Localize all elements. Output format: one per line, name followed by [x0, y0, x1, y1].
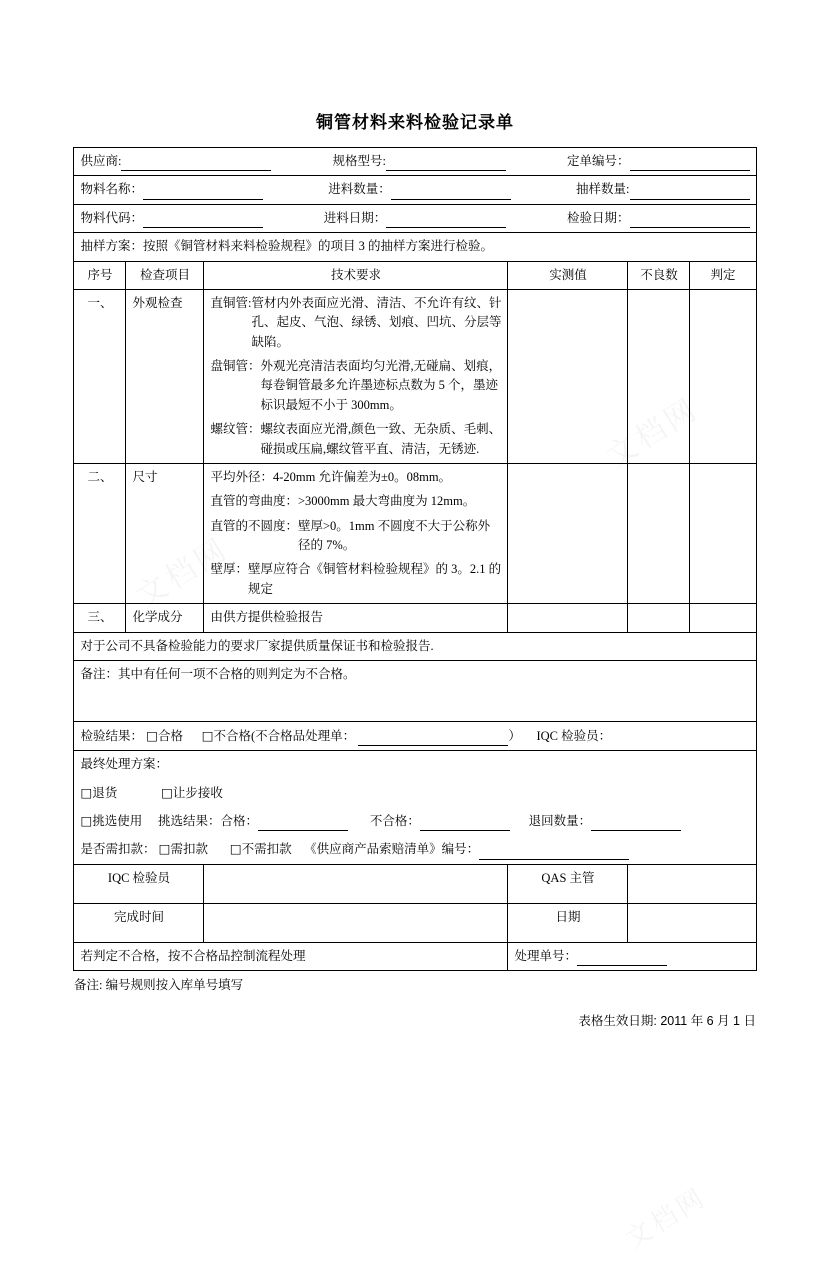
supplier-note-row: [74, 632, 756, 660]
checkbox-concession[interactable]: □: [161, 784, 173, 800]
row-item: 外观检查: [126, 289, 204, 463]
spec-label: 直管的不圆度：: [210, 518, 298, 533]
spec-text: 管材内外表面应光滑、清洁、不允许有纹、针孔、起皮、气泡、绿锈、划痕、凹坑、分层等缺陷。: [251, 295, 502, 349]
sign-label-completion-time: 完成时间: [74, 903, 204, 942]
col-header-defects: 不良数: [628, 261, 690, 289]
row-defects[interactable]: [628, 289, 690, 463]
spec-label: 盘铜管：: [210, 359, 261, 373]
spec-label: 直管的弯曲度：: [210, 494, 298, 509]
checkbox-fail-label: 不合格(不合格品处理单：: [213, 728, 356, 743]
spec-text: 外观光亮清洁表面均匀光滑,无碰扁、划痕，每卷铜管最多允许墨迹标点数为 5 个，墨迹标识最短不小于 300mm。: [260, 359, 502, 412]
supplier-input[interactable]: [121, 158, 271, 171]
return-qty-label: 退回数量：: [528, 814, 592, 828]
row-judgement[interactable]: [690, 289, 756, 463]
material-name-label: 物料名称：: [80, 182, 143, 197]
spec-label: 直铜管:: [210, 295, 252, 310]
nonconforming-doc-input[interactable]: [358, 733, 508, 746]
checkbox-return[interactable]: □: [80, 784, 93, 800]
col-header-measured: 实测值: [508, 261, 628, 289]
checkbox-return-label: 退货: [92, 785, 118, 800]
checkbox-select-use-label: 挑选使用: [92, 814, 143, 828]
sampling-plan-row: [74, 233, 756, 261]
model-input[interactable]: [386, 158, 506, 171]
watermark: [617, 1177, 713, 1256]
spec-text: 壁厚应符合《铜管材料检验规程》的 3。2.1 的规定: [248, 562, 502, 596]
spec-text: ：4-20mm 允许偏差为±0。08mm。: [260, 469, 452, 484]
remark-row: [74, 660, 756, 721]
row-item: 化学成分: [126, 604, 204, 632]
row-measured[interactable]: [508, 289, 628, 463]
row-judgement[interactable]: [690, 463, 756, 603]
inspection-record-table: [73, 147, 756, 971]
col-header-spec: 技术要求: [204, 261, 508, 289]
supplier-label: 供应商:: [80, 154, 122, 168]
table-header-row: [74, 261, 756, 289]
incoming-date-input[interactable]: [386, 215, 506, 228]
material-code-label: 物料代码：: [80, 210, 143, 225]
sign-label-date: 日期: [508, 903, 628, 942]
row-defects[interactable]: [628, 463, 690, 603]
sign-value-completion-time[interactable]: [204, 903, 508, 942]
checkbox-pass[interactable]: □: [146, 727, 158, 743]
row-defects[interactable]: [628, 604, 690, 632]
supplier-note-text: 对于公司不具备检验能力的要求厂家提供质量保证书和检验报告.: [74, 632, 756, 660]
deduct-question-label: 是否需扣款：: [80, 842, 156, 857]
col-header-judgement: 判定: [690, 261, 756, 289]
inspection-result-row: [74, 721, 756, 750]
checkbox-concession-label: 让步接收: [172, 785, 223, 800]
model-label: 规格型号:: [332, 154, 386, 168]
return-qty-input[interactable]: [591, 818, 681, 831]
select-fail-qty-input[interactable]: [420, 818, 510, 831]
order-no-label: 定单编号：: [566, 154, 630, 168]
sampling-plan-text: 抽样方案：按照《铜管材料来料检验规程》的项目 3 的抽样方案进行检验。: [74, 233, 756, 261]
table-row: [74, 289, 756, 463]
select-fail-label: 不合格：: [369, 814, 420, 828]
spec-label: 壁厚：: [210, 562, 248, 577]
header-fields-row-1: [74, 148, 756, 176]
spec-text: 螺纹表面应光滑,颜色一致、无杂质、毛刺、碰损或压扁,螺纹管平直、清洁，无锈迹.: [260, 422, 502, 456]
incoming-qty-label: 进料数量：: [328, 182, 391, 197]
sign-value-iqc-inspector[interactable]: [204, 864, 508, 903]
iqc-inspector-label: IQC 检验员：: [536, 728, 612, 743]
checkbox-no-deduct[interactable]: □: [229, 841, 242, 857]
material-name-input[interactable]: [143, 187, 263, 200]
inspection-result-label: 检验结果：: [80, 728, 143, 743]
row-no: 三、: [74, 604, 126, 632]
effective-date: 表格生效日期: 2011 年 6 月 1 日: [578, 1014, 756, 1029]
footnote: 备注: 编号规则按入库单号填写: [74, 978, 244, 993]
checkbox-fail[interactable]: □: [201, 727, 214, 743]
process-doc-no-input[interactable]: [577, 953, 667, 966]
paren-close: ）: [508, 728, 521, 743]
incoming-date-label: 进料日期：: [323, 210, 387, 225]
signature-row: [74, 903, 756, 942]
row-spec: [204, 463, 508, 603]
remark-text: 备注：其中有任何一项不合格的则判定为不合格。: [74, 660, 756, 721]
row-spec: 由供方提供检验报告: [204, 604, 508, 632]
col-header-no: 序号: [74, 261, 126, 289]
row-spec: [204, 289, 508, 463]
checkbox-select-use[interactable]: □: [80, 813, 93, 828]
select-result-label: 挑选结果：合格：: [157, 814, 258, 828]
sign-label-iqc-inspector: IQC 检验员: [74, 864, 204, 903]
select-pass-qty-input[interactable]: [258, 818, 348, 831]
checkbox-no-deduct-label: 不需扣款: [241, 842, 292, 857]
sign-label-qas-supervisor: QAS 主管: [508, 864, 628, 903]
spec-label: 平均外径: [210, 469, 261, 484]
row-measured[interactable]: [508, 463, 628, 603]
sign-value-date[interactable]: [628, 903, 756, 942]
row-judgement[interactable]: [690, 604, 756, 632]
spec-text: >3000mm 最大弯曲度为 12mm。: [298, 494, 476, 509]
row-no: 一、: [74, 289, 126, 463]
page-title: 铜管材料来料检验记录单: [316, 113, 514, 132]
header-fields-row-2: [74, 176, 756, 204]
row-item: 尺寸: [126, 463, 204, 603]
checkbox-deduct[interactable]: □: [158, 841, 171, 857]
final-plan-title: 最终处理方案：: [80, 757, 168, 772]
header-fields-row-3: [74, 204, 756, 232]
bottom-process-text: 若判定不合格，按不合格品控制流程处理: [74, 942, 508, 970]
spec-text: 壁厚>0。1mm 不圆度不大于公称外径的 7%。: [298, 518, 491, 552]
claim-doc-label: 《供应商产品索赔清单》编号：: [304, 842, 480, 857]
checkbox-pass-label: 合格: [157, 728, 183, 743]
sample-qty-input[interactable]: [630, 187, 750, 200]
sample-qty-label: 抽样数量:: [576, 182, 630, 197]
incoming-qty-input[interactable]: [391, 187, 511, 200]
col-header-item: 检查项目: [126, 261, 204, 289]
inspection-date-label: 检验日期：: [566, 210, 630, 225]
row-no: 二、: [74, 463, 126, 603]
row-measured[interactable]: [508, 604, 628, 632]
table-row: [74, 463, 756, 603]
claim-doc-input[interactable]: [479, 847, 629, 860]
order-no-input[interactable]: [630, 158, 750, 171]
bottom-process-row: [74, 942, 756, 970]
inspection-date-input[interactable]: [630, 215, 750, 228]
process-doc-no-label: 处理单号：: [514, 948, 577, 963]
final-plan-row: [74, 751, 756, 865]
sign-value-qas-supervisor[interactable]: [628, 864, 756, 903]
spec-label: 螺纹管：: [210, 422, 261, 437]
document-page: [0, 108, 830, 1282]
checkbox-deduct-label: 需扣款: [170, 842, 208, 857]
signature-row: [74, 864, 756, 903]
table-row: [74, 604, 756, 632]
material-code-input[interactable]: [143, 215, 263, 228]
